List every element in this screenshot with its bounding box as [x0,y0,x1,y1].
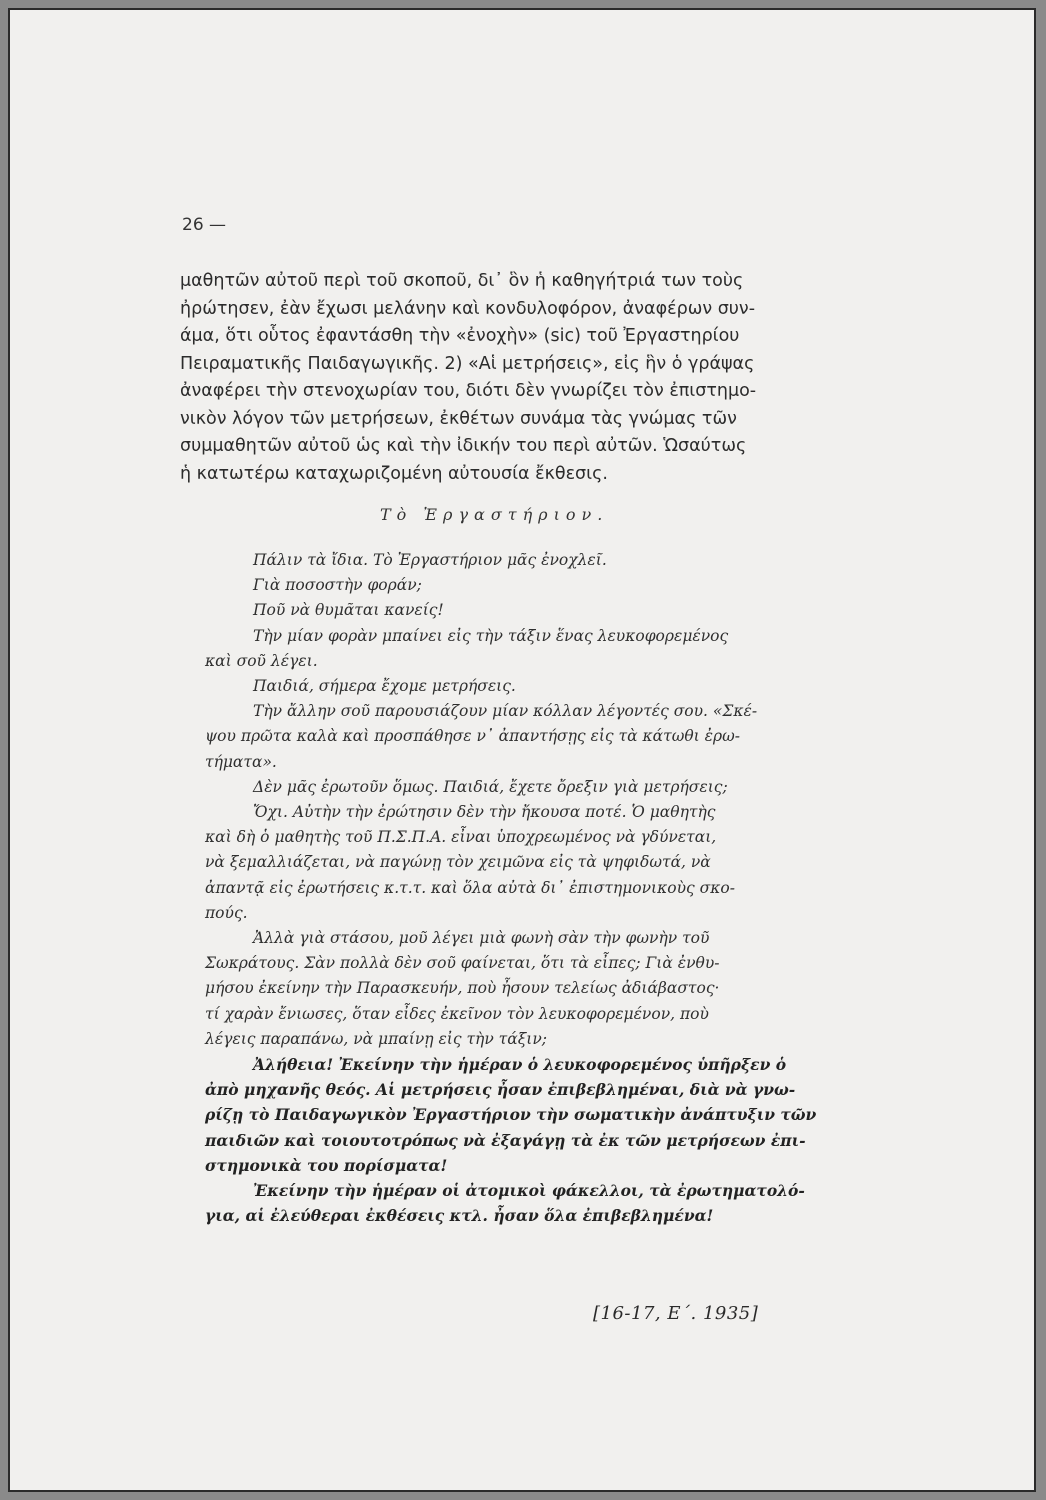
essay-line: ἀπαντᾷ εἰς ἐρωτήσεις κ.τ.τ. καὶ ὅλα αὐτὰ δι᾿ ἐπιστημονικοὺς σκο- [205,878,735,897]
intro-line: συμμαθητῶν αὐτοῦ ὡς καὶ τὴν ἰδικήν του περὶ αὐτῶν. Ὡσαύτως [180,436,747,456]
intro-line: άμα, ὅτι οὗτος ἐφαντάσθη τὴν «ἐνοχὴν» (sic) τοῦ Ἐργαστηρίου [180,326,740,346]
intro-line: νικὸν λόγον τῶν μετρήσεων, ἐκθέτων συνάμα τὰς γνώμας τῶν [180,408,737,429]
essay-line: Ἐκείνην τὴν ἡμέραν οἱ ἀτομικοὶ φάκελλοι, τὰ ἐρωτηματολό- [253,1181,805,1201]
intro-line: μαθητῶν αὐτοῦ περὶ τοῦ σκοποῦ, δι᾿ ὃν ἡ καθηγήτριά των τοὺς [180,271,744,291]
essay-text [205,548,885,1228]
essay-line: Ὄχι. Αὐτὴν τὴν ἐρώτησιν δὲν τὴν ἤκουσα ποτέ. Ὁ μαθητὴς [253,803,716,822]
essay-line: Δὲν μᾶς ἐρωτοῦν ὅμως. Παιδιά, ἔχετε ὄρεξιν γιὰ μετρήσεις; [253,777,728,796]
essay-line: ψου πρῶτα καλὰ καὶ προσπάθησε ν᾿ ἀπαντήσῃς εἰς τὰ κάτωθι ἐρω- [205,727,740,746]
essay-line: Τὴν μίαν φορὰν μπαίνει εἰς τὴν τάξιν ἕνας λευκοφορεμένος [253,626,729,645]
essay-line: καὶ δὴ ὁ μαθητὴς τοῦ Π.Σ.Π.Α. εἶναι ὑποχρεωμένος νὰ γδύνεται, [205,828,717,847]
section-title: Τὸ Ἐργαστήριον. [380,505,609,524]
essay-line: Σωκράτους. Σὰν πολλὰ δὲν σοῦ φαίνεται, ὅτι τὰ εἶπες; Γιὰ ἐνθυ- [205,954,720,973]
essay-line: Ἀλήθεια! Ἐκείνην τὴν ἡμέραν ὁ λευκοφορεμένος ὑπῆρξεν ὁ [253,1055,787,1075]
essay-line: Ποῦ νὰ θυμᾶται κανείς! [253,601,444,620]
essay-line: νὰ ξεμαλλιάζεται, νὰ παγώνῃ τὸν χειμῶνα εἰς τὰ ψηφιδωτά, νὰ [205,853,711,872]
essay-line: πούς. [205,903,248,922]
essay-line: ρίζῃ τὸ Παιδαγωγικὸν Ἐργαστήριον τὴν σωματικὴν ἀνάπτυξιν τῶν [205,1105,817,1125]
intro-line: ἡ κατωτέρω καταχωριζομένη αὐτουσία ἔκθεσις. [180,463,608,484]
intro-line: Πειραματικῆς Παιδαγωγικῆς. 2) «Αἱ μετρήσεις», εἰς ἣν ὁ γράψας [180,353,755,374]
essay-line: τήματα». [205,752,277,771]
intro-line: ἠρώτησεν, ἐὰν ἔχωσι μελάνην καὶ κονδυλοφόρον, ἀναφέρων συν- [180,298,756,319]
page-number: 26 — [182,215,227,235]
essay-line: ἀπὸ μηχανῆς θεός. Αἱ μετρήσεις ἦσαν ἐπιβεβλημέναι, διὰ νὰ γνω- [205,1080,796,1100]
essay-line: για, αἱ ἐλεύθεραι ἐκθέσεις κτλ. ἦσαν ὅλα ἐπιβεβλημένα! [205,1206,714,1226]
essay-line: Πάλιν τὰ ἴδια. Τὸ Ἐργαστήριον μᾶς ἐνοχλεῖ. [253,551,607,569]
essay-line: Τὴν ἄλλην σοῦ παρουσιάζουν μίαν κόλλαν λέγοντές σου. «Σκέ- [253,702,758,721]
intro-line: ἀναφέρει τὴν στενοχωρίαν του, διότι δὲν γνωρίζει τὸν ἐπιστημο- [180,381,757,401]
essay-line: μήσου ἐκείνην τὴν Παρασκευήν, ποὺ ἦσουν τελείως ἀδιάβαστος· [205,979,720,998]
intro-paragraph [180,268,880,488]
essay-line: παιδιῶν καὶ τοιουτοτρόπως νὰ ἐξαγάγῃ τὰ ἐκ τῶν μετρήσεων ἐπι- [205,1130,806,1150]
document-page [8,8,1036,1492]
date-signature: [16-17, Ε΄. 1935] [593,1303,759,1324]
essay-line: καὶ σοῦ λέγει. [205,651,318,670]
essay-line: Παιδιά, σήμερα ἔχομε μετρήσεις. [253,677,516,696]
essay-line: λέγεις παραπάνω, νὰ μπαίνῃ εἰς τὴν τάξιν; [205,1029,547,1048]
essay-line: στημονικὰ του πορίσματα! [205,1155,448,1175]
essay-line: τί χαρὰν ἔνιωσες, ὅταν εἶδες ἐκεῖνον τὸν λευκοφορεμένον, ποὺ [205,1004,709,1023]
essay-line: Γιὰ ποσοστὴν φοράν; [253,576,422,595]
essay-line: Ἀλλὰ γιὰ στάσου, μοῦ λέγει μιὰ φωνὴ σὰν τὴν φωνὴν τοῦ [253,929,710,948]
